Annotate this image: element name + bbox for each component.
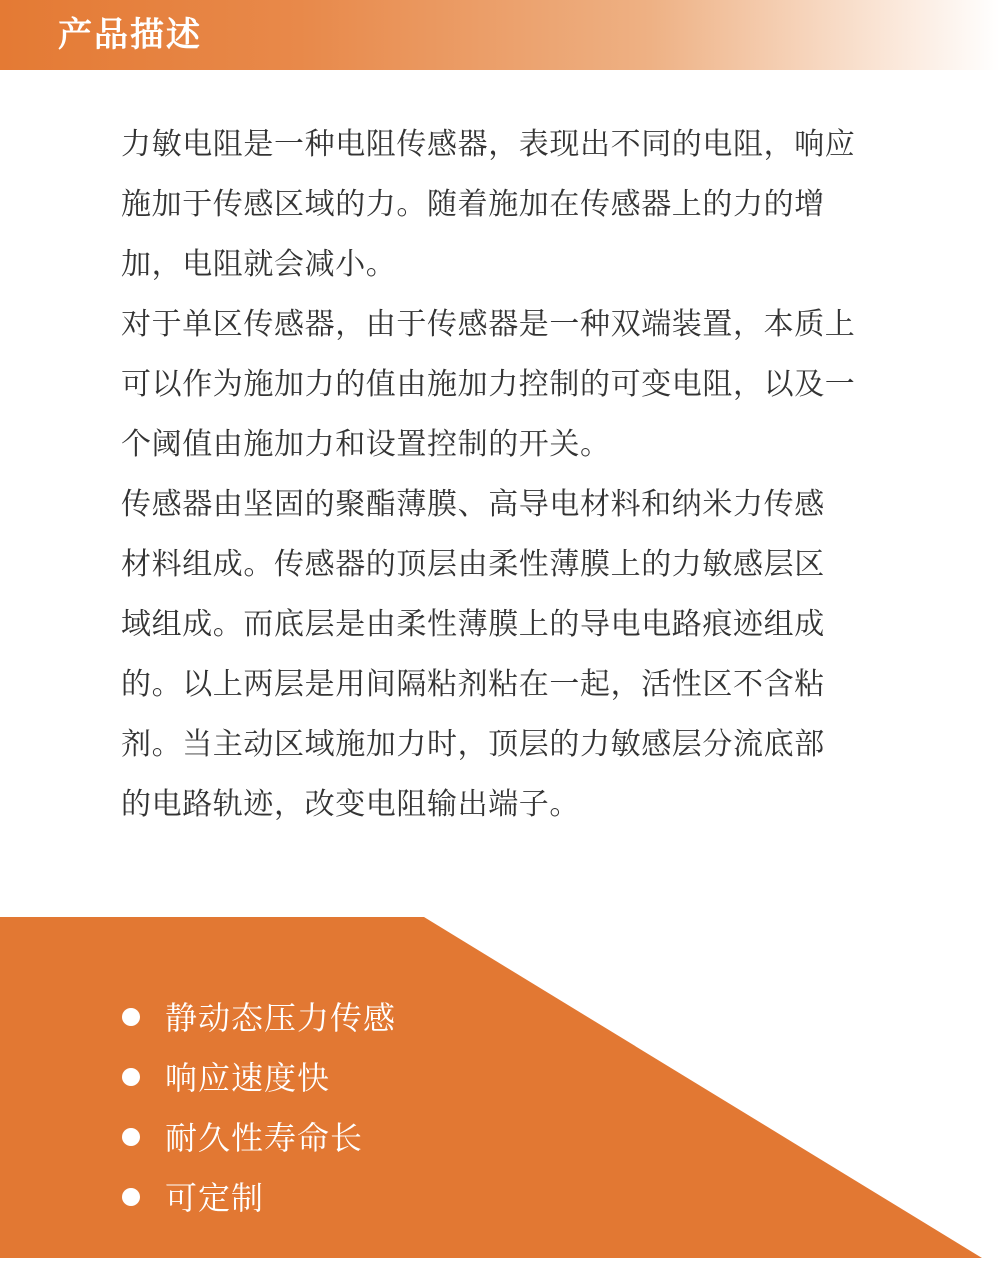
description-line: 施加于传感区域的力。随着施加在传感器上的力的增 [121, 187, 825, 222]
description-line: 材料组成。传感器的顶层由柔性薄膜上的力敏感层区 [121, 547, 825, 582]
features-panel [0, 917, 1000, 1269]
description-line: 个阈值由施加力和设置控制的开关。 [121, 427, 611, 462]
product-description [121, 115, 883, 835]
description-line: 力敏电阻是一种电阻传感器，表现出不同的电阻，响应 [121, 127, 856, 162]
feature-label: 静动态压力传感 [165, 999, 397, 1037]
description-paragraph-3 [121, 475, 883, 835]
description-paragraph-2 [121, 295, 883, 475]
feature-item [121, 1170, 396, 1230]
feature-label: 可定制 [165, 1179, 265, 1217]
description-line: 的。以上两层是用间隔粘剂粘在一起，活性区不含粘 [121, 667, 825, 702]
bullet-dot-icon [122, 1068, 140, 1086]
feature-item [121, 990, 396, 1050]
description-line: 可以作为施加力的值由施加力控制的可变电阻，以及一 [121, 367, 856, 402]
description-paragraph-1 [121, 115, 883, 295]
feature-item [121, 1050, 396, 1110]
page-title: 产品描述 [58, 15, 202, 55]
description-line: 传感器由坚固的聚酯薄膜、高导电材料和纳米力传感 [121, 487, 825, 522]
feature-item [121, 1110, 396, 1170]
header-bar [0, 0, 1000, 70]
description-line: 加，电阻就会减小。 [121, 247, 397, 282]
bullet-dot-icon [122, 1188, 140, 1206]
description-line: 对于单区传感器，由于传感器是一种双端装置，本质上 [121, 307, 856, 342]
description-line: 剂。当主动区域施加力时，顶层的力敏感层分流底部 [121, 727, 825, 762]
bullet-dot-icon [122, 1008, 140, 1026]
feature-label: 响应速度快 [165, 1059, 331, 1097]
description-line: 的电路轨迹，改变电阻输出端子。 [121, 787, 580, 822]
bullet-dot-icon [122, 1128, 140, 1146]
feature-label: 耐久性寿命长 [165, 1119, 364, 1157]
feature-list [121, 990, 396, 1230]
description-line: 域组成。而底层是由柔性薄膜上的导电电路痕迹组成 [121, 607, 825, 642]
bottom-divider [0, 1258, 1000, 1269]
